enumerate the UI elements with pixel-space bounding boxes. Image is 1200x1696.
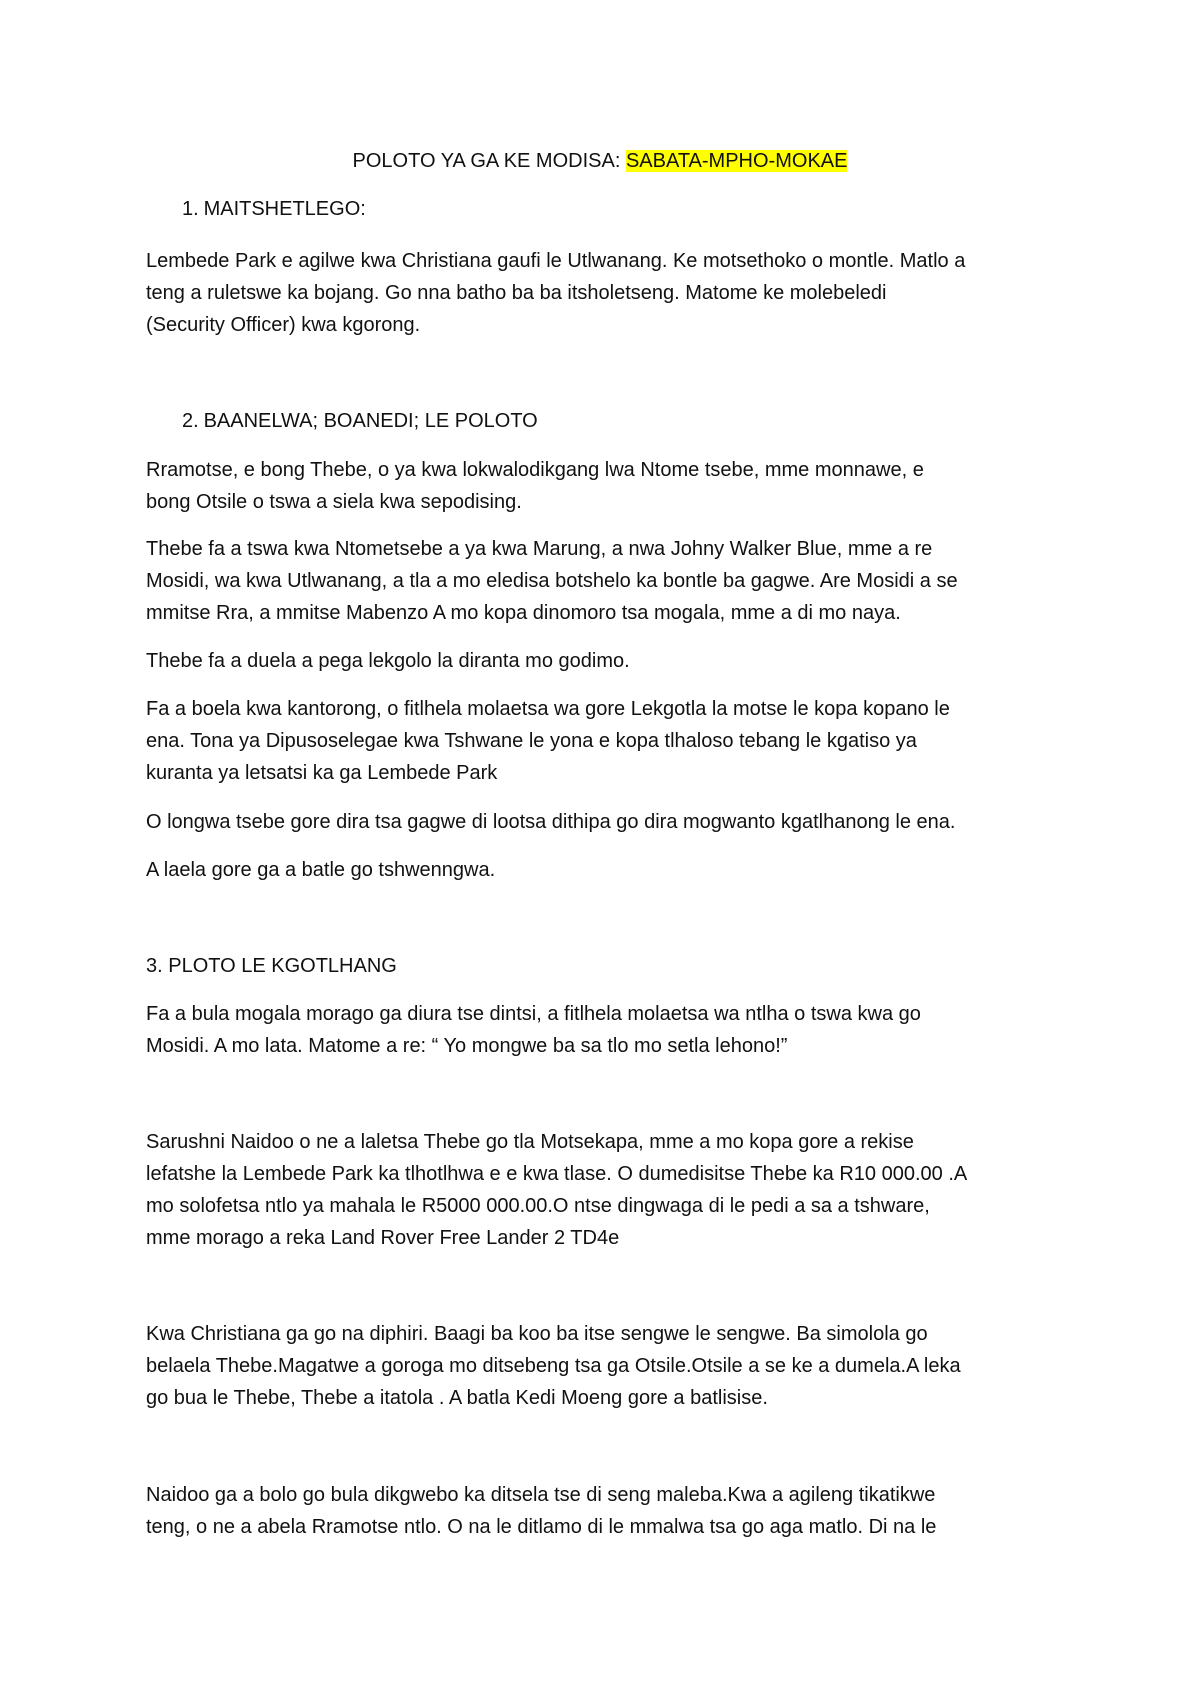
section-3-paragraph-2	[146, 1126, 1066, 1254]
section-1-heading	[146, 194, 366, 224]
text-line: mmitse Rra, a mmitse Mabenzo A mo kopa dinomoro tsa mogala, mme a di mo naya.	[146, 602, 901, 624]
section-2-title: BAANELWA; BOANEDI; LE POLOTO	[203, 410, 538, 432]
section-2-paragraph-4	[146, 693, 1066, 789]
text-line: Thebe fa a duela a pega lekgolo la diranta mo godimo.	[146, 650, 630, 672]
section-2-paragraph-5	[146, 806, 1066, 838]
text-line: Kwa Christiana ga go na diphiri. Baagi ba koo ba itse sengwe le sengwe. Ba simolola go	[146, 1323, 928, 1345]
section-1-paragraph-1	[146, 245, 1066, 341]
text-line: A laela gore ga a batle go tshwenngwa.	[146, 859, 496, 881]
section-1-number: 1.	[182, 198, 199, 220]
section-3-heading	[146, 951, 397, 981]
text-line: bong Otsile o tswa a siela kwa sepodising.	[146, 491, 522, 513]
section-2-heading	[146, 406, 538, 436]
text-line: Mosidi. A mo lata. Matome a re: “ Yo mongwe ba sa tlo mo setla lehono!”	[146, 1035, 788, 1057]
document-title	[0, 146, 1200, 176]
text-line: kuranta ya letsatsi ka ga Lembede Park	[146, 762, 498, 784]
text-line: Fa a bula mogala morago ga diura tse dintsi, a fitlhela molaetsa wa ntlha o tswa kwa go	[146, 1003, 921, 1025]
text-line: Fa a boela kwa kantorong, o fitlhela molaetsa wa gore Lekgotla la motse le kopa kopano le	[146, 698, 950, 720]
section-3-paragraph-4	[146, 1479, 1066, 1543]
section-2-number: 2.	[182, 410, 199, 432]
text-line: Lembede Park e agilwe kwa Christiana gaufi le Utlwanang. Ke motsethoko o montle. Matlo a	[146, 250, 966, 272]
title-prefix: POLOTO YA GA KE MODISA:	[352, 150, 621, 172]
text-line: ena. Tona ya Dipusoselegae kwa Tshwane le yona e kopa tlhaloso tebang le kgatiso ya	[146, 730, 917, 752]
text-line: Naidoo ga a bolo go bula dikgwebo ka ditsela tse di seng maleba.Kwa a agileng tikatikwe	[146, 1484, 936, 1506]
text-line: belaela Thebe.Magatwe a goroga mo ditsebeng tsa ga Otsile.Otsile a se ke a dumela.A leka	[146, 1355, 961, 1377]
text-line: teng a ruletswe ka bojang. Go nna batho ba ba itsholetseng. Matome ke molebeledi	[146, 282, 887, 304]
text-line: (Security Officer) kwa kgorong.	[146, 314, 421, 336]
text-line: lefatshe la Lembede Park ka tlhotlhwa e e kwa tlase. O dumedisitse Thebe ka R10 000.00 .A	[146, 1163, 968, 1185]
text-line: Mosidi, wa kwa Utlwanang, a tla a mo eledisa botshelo ka bontle ba gagwe. Are Mosidi a se	[146, 570, 958, 592]
section-2-paragraph-1	[146, 454, 1066, 518]
section-1-title: MAITSHETLEGO:	[203, 198, 366, 220]
title-author-highlight: SABATA-MPHO-MOKAE	[625, 150, 848, 172]
text-line: mo solofetsa ntlo ya mahala le R5000 000.00.O ntse dingwaga di le pedi a sa a tshware,	[146, 1195, 930, 1217]
section-3-paragraph-1	[146, 998, 1066, 1062]
text-line: Thebe fa a tswa kwa Ntometsebe a ya kwa Marung, a nwa Johny Walker Blue, mme a re	[146, 538, 933, 560]
section-3-paragraph-3	[146, 1318, 1066, 1414]
text-line: Sarushni Naidoo o ne a laletsa Thebe go tla Motsekapa, mme a mo kopa gore a rekise	[146, 1131, 914, 1153]
section-3-title: 3. PLOTO LE KGOTLHANG	[146, 955, 397, 977]
section-2-paragraph-2	[146, 533, 1066, 629]
text-line: go bua le Thebe, Thebe a itatola . A batla Kedi Moeng gore a batlisise.	[146, 1387, 768, 1409]
text-line: O longwa tsebe gore dira tsa gagwe di lootsa dithipa go dira mogwanto kgatlhanong le ena.	[146, 811, 956, 833]
section-2-paragraph-3	[146, 645, 1066, 677]
text-line: teng, o ne a abela Rramotse ntlo. O na le ditlamo di le mmalwa tsa go aga matlo. Di na le	[146, 1516, 937, 1538]
text-line: mme morago a reka Land Rover Free Lander 2 TD4e	[146, 1227, 620, 1249]
text-line: Rramotse, e bong Thebe, o ya kwa lokwalodikgang lwa Ntome tsebe, mme monnawe, e	[146, 459, 924, 481]
section-2-paragraph-6	[146, 854, 1066, 886]
